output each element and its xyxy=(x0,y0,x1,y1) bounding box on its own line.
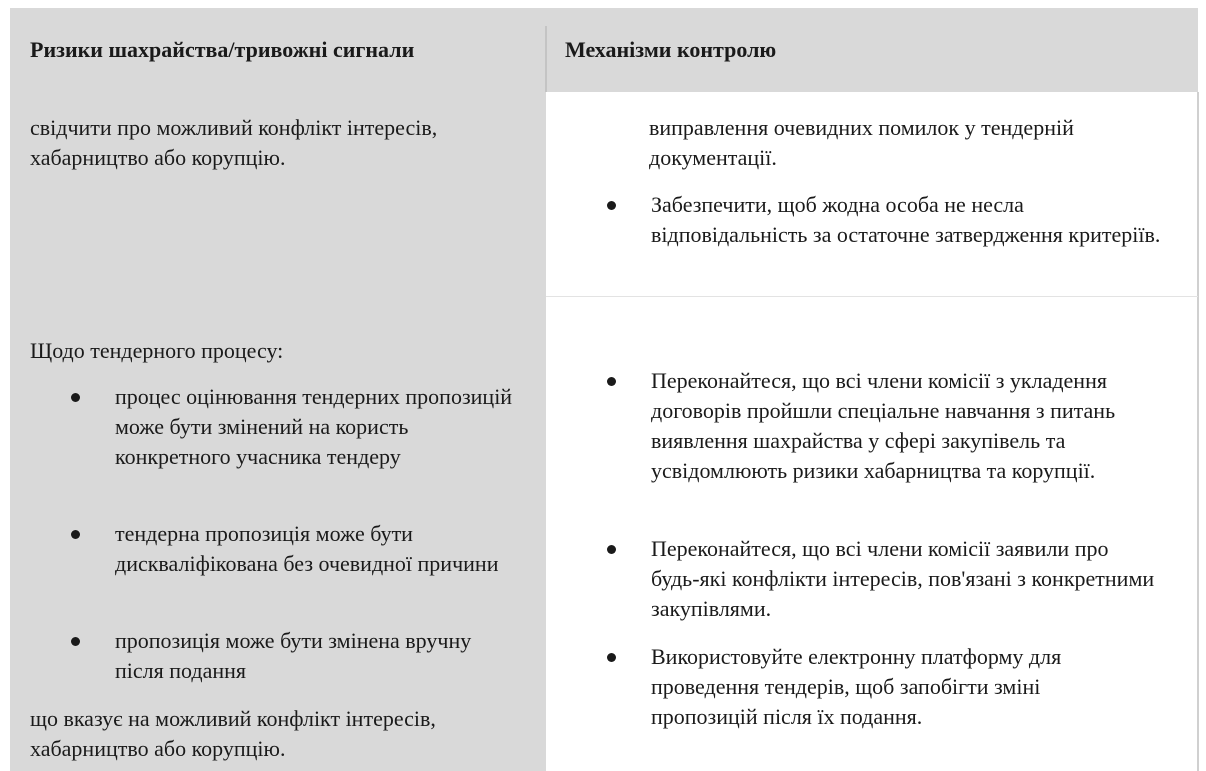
row2-risk-intro: Щодо тендерного процесу: xyxy=(30,338,284,363)
row-separator xyxy=(546,296,1198,297)
header-divider xyxy=(545,26,547,92)
row2-risk-bullet: тендерна пропозиція може бути дискваліфікована без очевидної причини xyxy=(71,519,531,614)
row2-control-bullet: Переконайтеся, що всі члени комісії з укладення договорів пройшли спеціальне навчання з питань виявлення шахрайства у сфері закупівель та усвідомлюють ризики хабарництва та корупції. xyxy=(607,366,1167,521)
bullet-icon xyxy=(71,637,80,646)
row2-control-bullet: Переконайтеся, що всі члени комісії заявили про будь-які конфлікти інтересів, пов'язані з конкретними закупівлями. xyxy=(607,534,1167,629)
header-risks: Ризики шахрайства/тривожні сигнали xyxy=(30,37,415,62)
row2-control-bullet: Використовуйте електронну платформу для проведення тендерів, щоб запобігти зміні пропозицій після їх подання. xyxy=(607,642,1167,737)
bullet-icon xyxy=(71,530,80,539)
table-right-border xyxy=(1197,92,1199,771)
row2-risk-outro: що вказує на можливий конфлікт інтересів, хабарництво або корупцію. xyxy=(30,706,436,761)
row1-risk-text: свідчити про можливий конфлікт інтересів, хабарництво або корупцію. xyxy=(30,115,438,170)
row1-control-continuation: виправлення очевидних помилок у тендерній документації. xyxy=(649,115,1074,170)
bullet-icon xyxy=(607,545,616,554)
row1-control-bullet: Забезпечити, щоб жодна особа не несла відповідальність за остаточне затвердження критеріїв. xyxy=(607,190,1167,285)
bullet-icon xyxy=(607,377,616,386)
table-header-row xyxy=(10,8,1198,92)
bullet-icon xyxy=(607,653,616,662)
bullet-icon xyxy=(71,393,80,402)
bullet-icon xyxy=(607,201,616,210)
header-controls: Механізми контролю xyxy=(565,37,777,62)
row2-risk-bullet: пропозиція може бути змінена вручну після подання xyxy=(71,626,531,691)
row2-risk-bullet: процес оцінювання тендерних пропозицій може бути змінений на користь конкретного учасника тендеру xyxy=(71,382,531,507)
